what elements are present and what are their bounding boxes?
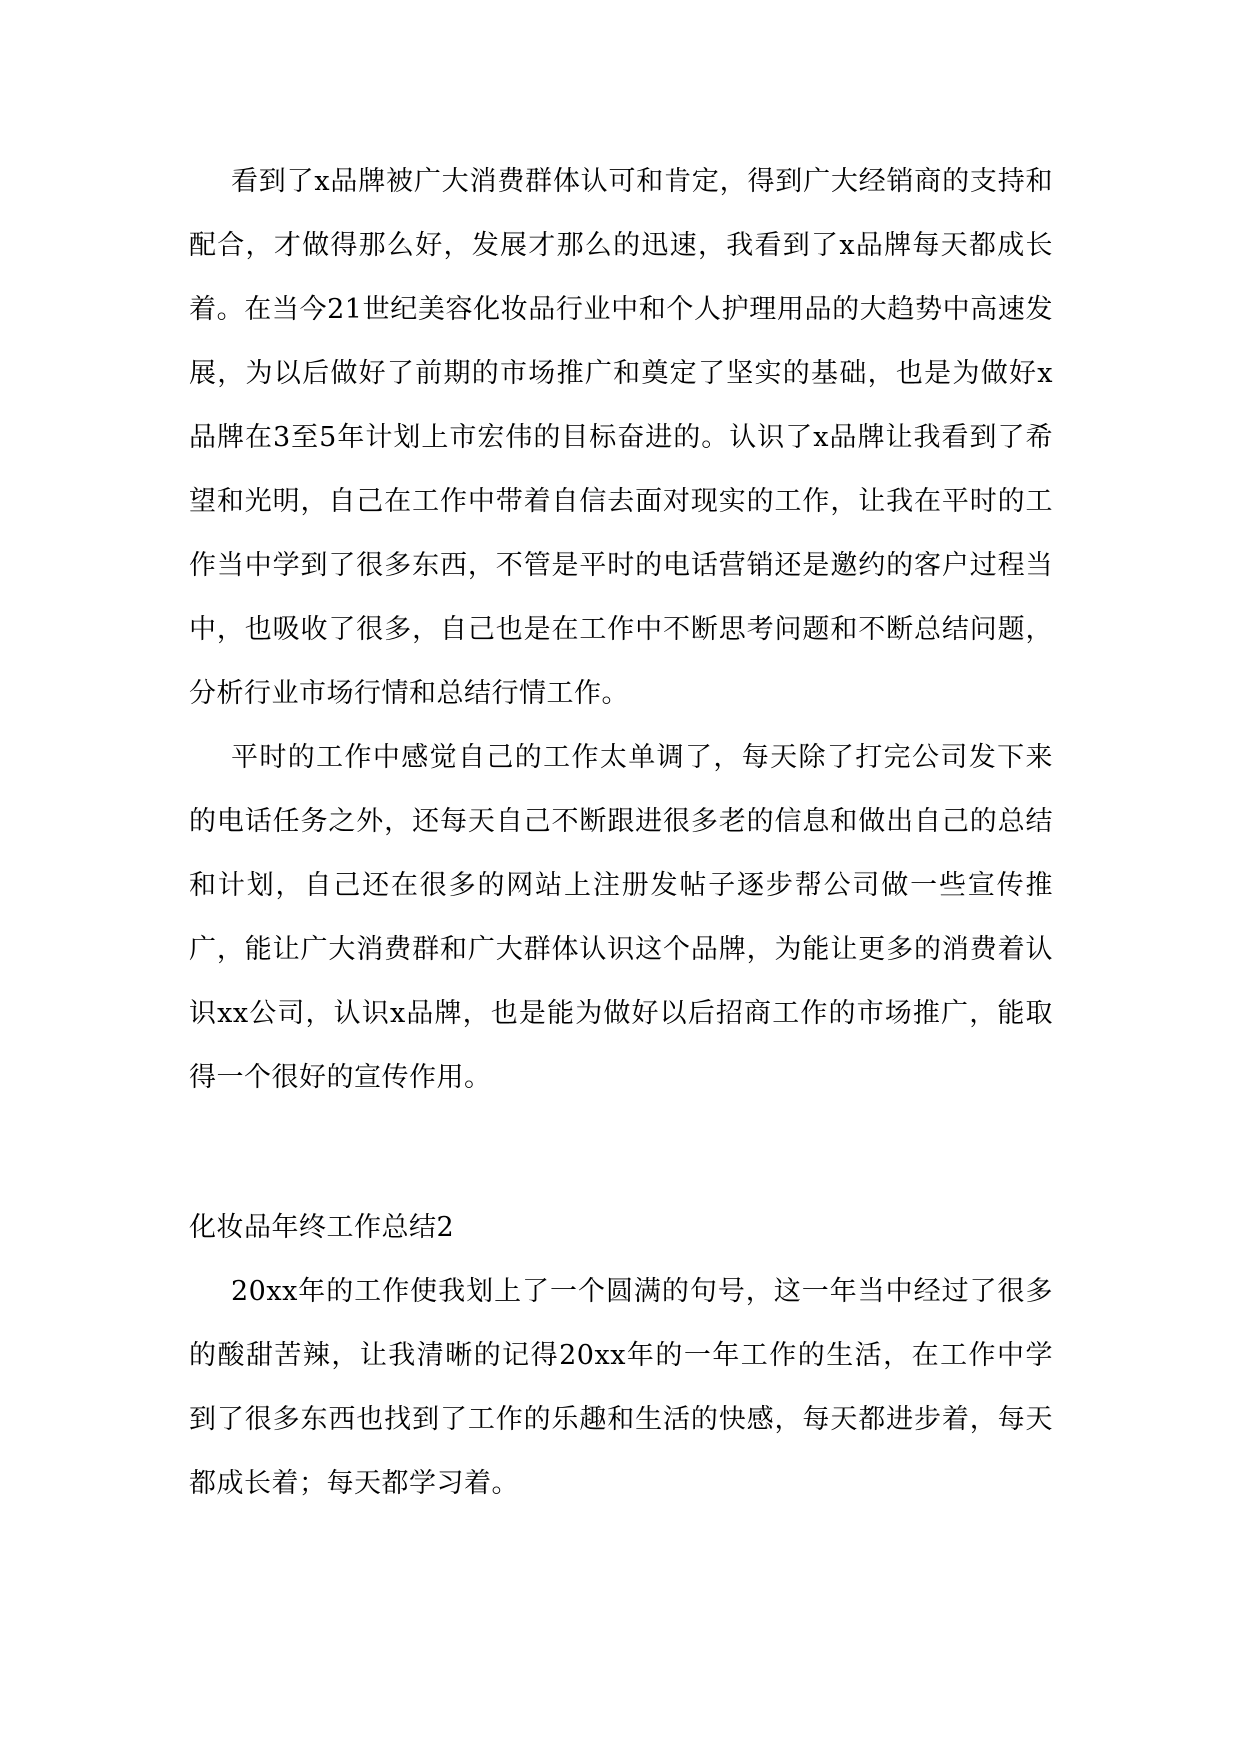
section-2-heading: 化妆品年终工作总结2 (189, 1212, 455, 1243)
section-2-body (189, 1260, 1053, 1516)
paragraph-daily-work: 平时的工作中感觉自己的工作太单调了，每天除了打完公司发下来的电话任务之外，还每天自己不断跟进很多老的信息和做出自己的总结和计划，自己还在很多的网站上注册发帖子逐步帮公司做一些宣传推广，能让广大消费群和广大群体认识这个品牌，为能让更多的消费着认识xx公司，认识x品牌，也是能为做好以后招商工作的市场推广，能取得一个很好的宣传作用。 (189, 742, 1053, 1093)
paragraph-year-summary: 20xx年的工作使我划上了一个圆满的句号，这一年当中经过了很多的酸甜苦辣，让我清晰的记得20xx年的一年工作的生活，在工作中学到了很多东西也找到了工作的乐趣和生活的快感，每天都进步着，每天都成长着；每天都学习着。 (189, 1276, 1053, 1499)
section-1-body (189, 150, 1053, 1110)
paragraph-brand-recognition: 看到了x品牌被广大消费群体认可和肯定，得到广大经销商的支持和配合，才做得那么好，发展才那么的迅速，我看到了x品牌每天都成长着。在当今21世纪美容化妆品行业中和个人护理用品的大趋势中高速发展，为以后做好了前期的市场推广和奠定了坚实的基础，也是为做好x品牌在3至5年计划上市宏伟的目标奋进的。认识了x品牌让我看到了希望和光明，自己在工作中带着自信去面对现实的工作，让我在平时的工作当中学到了很多东西，不管是平时的电话营销还是邀约的客户过程当中，也吸收了很多，自己也是在工作中不断思考问题和不断总结问题，分析行业市场行情和总结行情工作。 (189, 166, 1053, 709)
